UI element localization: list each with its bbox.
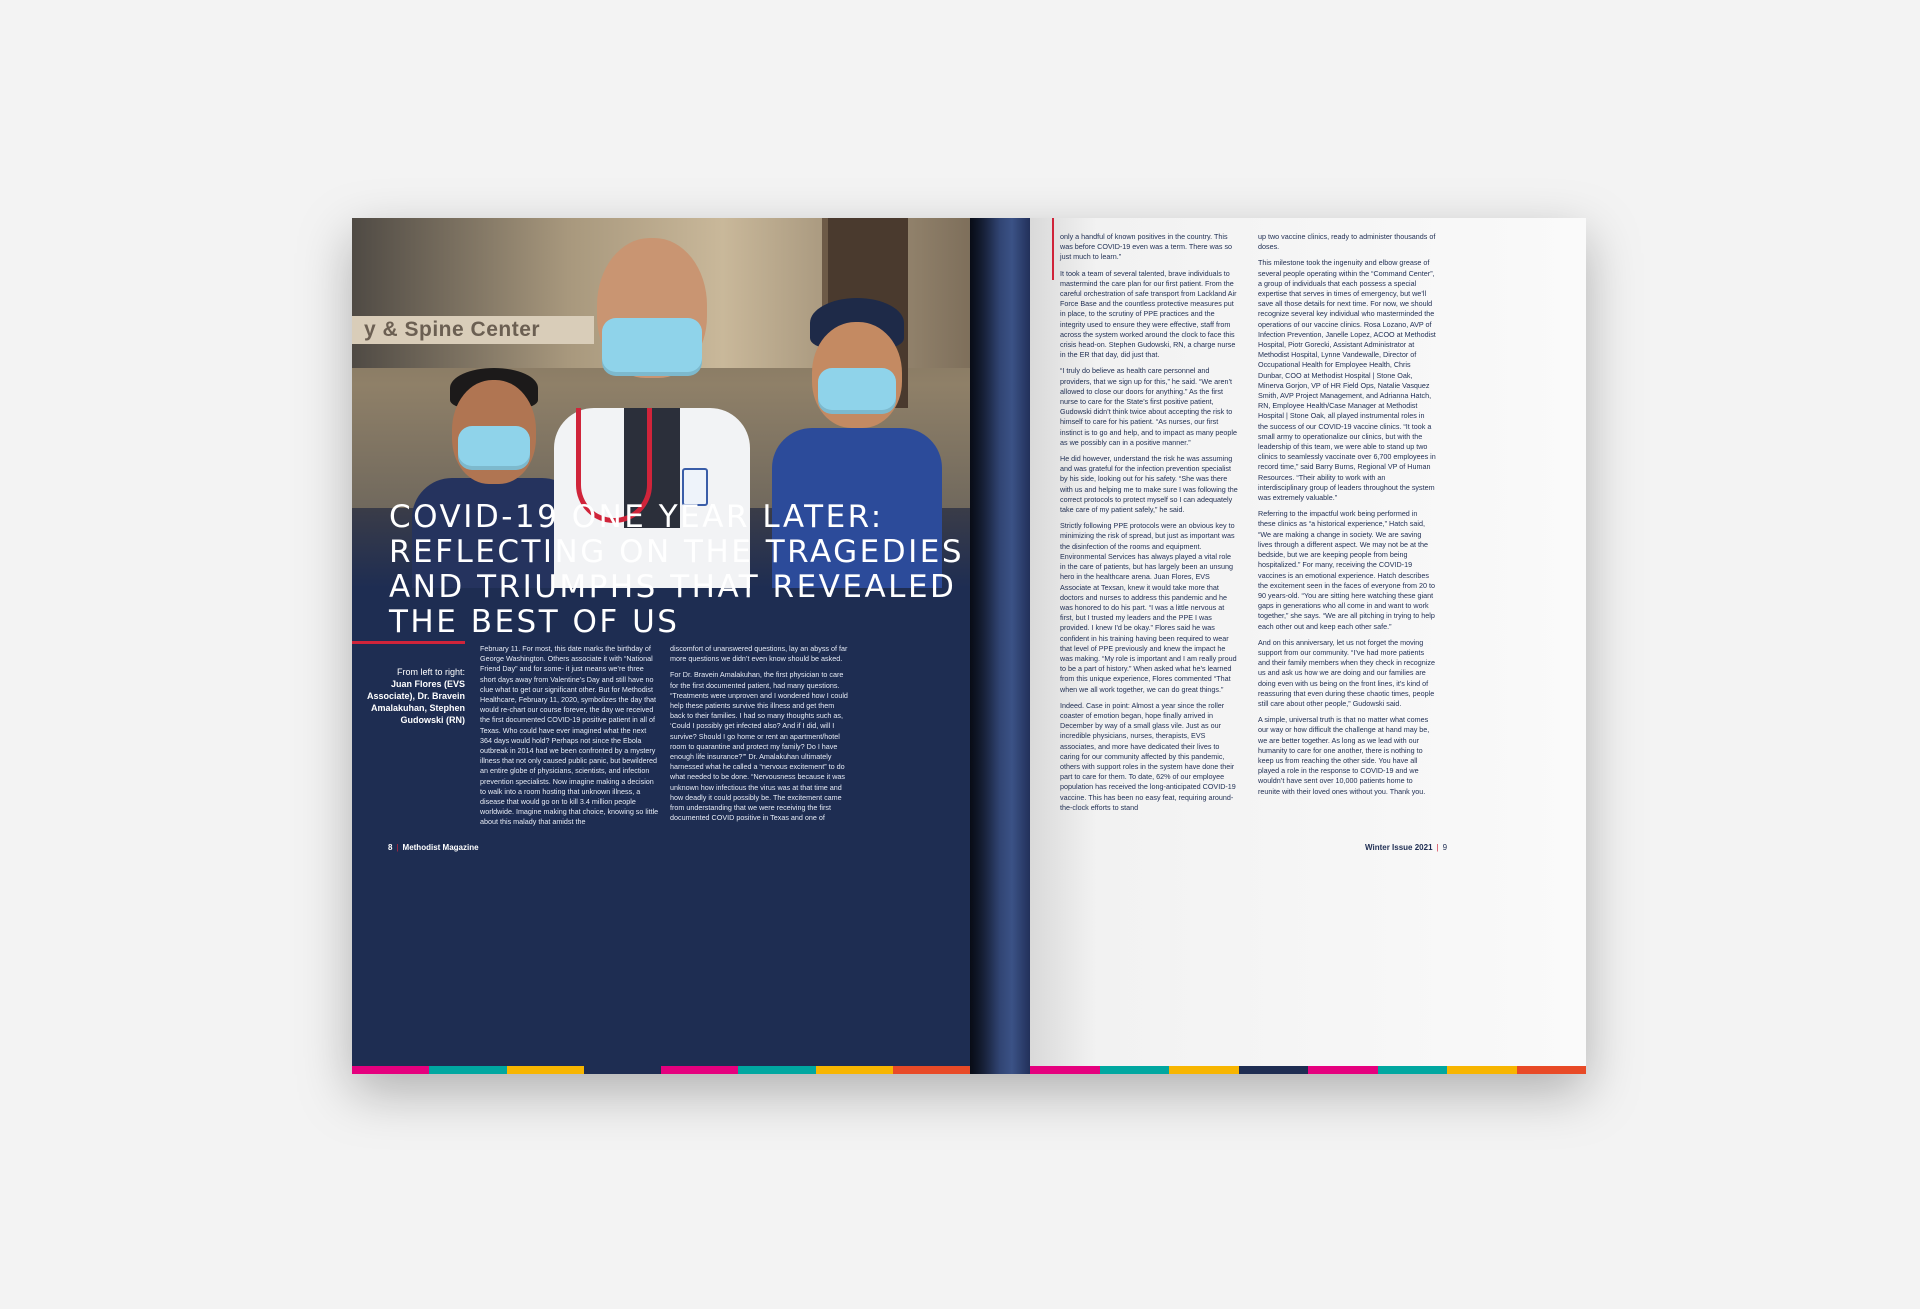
- stripe-segment: [584, 1066, 661, 1074]
- magazine-title: Methodist Magazine: [402, 843, 479, 852]
- stripe-segment: [738, 1066, 815, 1074]
- body-paragraph: For Dr. Bravein Amalakuhan, the first physician to care for the first documented patient, had many questions. “Treatments were unproven and I wondered how I could help these patients survive this illness and get them back to their families. I had so many thoughts such as, ‘Could I possibly get infected also? And if I did, will I survive? Should I go home or rent an apartment/hotel room to quarantine and protect my family? Do I have enough life insurance?’” Dr. Amalakuhan ultimately harnessed what he called a “nervous excitement” to do what needed to be done. “Nervousness because it was unknown how infectious the virus was at that time and how deadly it could possibly be. The excitement came from understanding that we were receiving the first documented COVID positive in Texas and one of: [670, 670, 848, 823]
- caption-lead: From left to right:: [396, 667, 465, 677]
- color-stripe-left: [352, 1066, 970, 1074]
- body-column-3: [1060, 232, 1238, 819]
- body-column-4: [1258, 232, 1436, 803]
- body-column-2: [670, 644, 850, 829]
- stripe-segment: [1308, 1066, 1378, 1074]
- red-divider: [352, 641, 465, 644]
- stripe-segment: [816, 1066, 893, 1074]
- stripe-segment: [352, 1066, 429, 1074]
- body-paragraph: February 11. For most, this date marks the birthday of George Washington. Others associate it with “National Friend Day” and for some- it just means we’re three short days away from Valentine’s Day and still have no clue what to get our significant other. But for Methodist Healthcare, February 11, 2020, symbolizes the day that would re-chart our course forever, the day we received the first documented COVID-19 positive patient in all of Texas. Who could have ever imagined what the next 364 days would hold? Perhaps not since the Ebola outbreak in 2014 had we been confronted by a mystery illness that not only caused public panic, but bewildered an entire globe of physicians, scientists, and infection prevention specialists. Now imagine making a decision to walk into a room hosting that unknown illness, a disease that would go on to kill 3.4 million people worldwide. Imagine making that choice, knowing so little about this malady that amidst the: [480, 644, 659, 827]
- folio-right: [1365, 843, 1447, 852]
- stripe-segment: [1030, 1066, 1100, 1074]
- page-number: 9: [1442, 843, 1448, 852]
- stripe-segment: [1169, 1066, 1239, 1074]
- body-paragraph: “I truly do believe as health care personnel and providers, that we sign up for this,” he said. “We aren’t allowed to close our doors for anything.” As the first nurse to care for the State’s first positive patient, Gudowski didn’t think twice about accepting the risk to himself to care for his patient. “As nurses, our first instinct is to go and help, and to impact as many people as we possibly can in a positive manner.”: [1060, 366, 1237, 447]
- headline-line: COVID-19 ONE YEAR LATER:: [389, 499, 884, 535]
- page-number: 8: [388, 843, 393, 852]
- stripe-segment: [893, 1066, 970, 1074]
- body-column-1: [480, 644, 660, 834]
- issue-title: Winter Issue 2021: [1365, 843, 1433, 852]
- body-paragraph: Indeed. Case in point: Almost a year since the roller coaster of emotion began, hope finally arrived in December by way of a small glass vile. Just as our incredible physicians, nurses, therapists, EVS associates, and more have dedicated their lives to caring for our community affected by this pandemic, others with support roles in the system have done their part to care for them. To date, 62% of our employee population has received the long-anticipated COVID-19 vaccine. This has been no easy feat, requiring around-the-clock efforts to stand: [1060, 700, 1236, 812]
- gutter-shadow: [970, 218, 1000, 1074]
- headline-line: AND TRIUMPHS THAT REVEALED: [389, 569, 957, 605]
- photo-caption: [362, 666, 465, 726]
- stripe-segment: [429, 1066, 506, 1074]
- body-paragraph: up two vaccine clinics, ready to administer thousands of doses.: [1258, 232, 1436, 252]
- body-paragraph: discomfort of unanswered questions, lay an abyss of far more questions we didn’t even know should be asked.: [670, 644, 848, 664]
- body-paragraph: Referring to the impactful work being performed in these clinics as “a historical experience,” Hatch said, “We are making a change in society. We are saving lives through a different aspect. We may not be at the bedside, but we are keeping people from being hospitalized.” For many, receiving the COVID-19 vaccines is an emotional experience. Hatch describes the excitement seen in the faces of everyone from 20 to 90 years-old. “You are sitting here watching these giant gaps in generations who all come in and want to work together,” she says. “We are all pitching in trying to help each other out and keep each other safe.”: [1258, 509, 1435, 631]
- stripe-segment: [1239, 1066, 1309, 1074]
- folio-left: [388, 843, 479, 852]
- stripe-segment: [1447, 1066, 1517, 1074]
- headline-line: REFLECTING ON THE TRAGEDIES: [389, 534, 965, 570]
- stripe-segment: [1378, 1066, 1448, 1074]
- caption-names: Juan Flores (EVS Associate), Dr. Bravein Amalakuhan, Stephen Gudowski (RN): [366, 679, 465, 725]
- photo-wall-sign: y & Spine Center: [352, 316, 594, 344]
- stripe-segment: [1100, 1066, 1170, 1074]
- left-page: [352, 218, 970, 1074]
- body-paragraph: This milestone took the ingenuity and elbow grease of several people operating within the “Command Center”, a group of individuals that each possess a special expertise that serves in times of emergency, but we’ll save all those details for next time. For now, we should recognize several key individual who masterminded the operations of our vaccine clinics. Rosa Lozano, AVP of Infection Prevention, Janelle Lopez, ACOO at Methodist Hospital, Piotr Gorecki, Assistant Administrator at Methodist Hospital, Lynne Vandewalle, Director of Occupational Health for Employee Health, Chris Dunbar, COO at Methodist Hospital | Stone Oak, Minerva Gorjon, VP of HR Field Ops, Natalie Vasquez Smith, AVP Project Management, and Adrianna Hatch, RN, Employee Health/Case Manager at Methodist Hospital | Stone Oak, all played instrumental roles in the success of our COVID-19 vaccine clinics. “It took a small army to operationalize our clinics, but with the leadership of this team, we were able to stand up two clinics to seamlessly vaccinate over 6,700 employees in record time,” said Barry Burns, Regional VP of Human Resources. “Their ability to work with an interdisciplinary group of leaders throughout the system was extremely valuable.”: [1258, 258, 1436, 503]
- folio-separator: |: [1436, 843, 1439, 852]
- body-paragraph: It took a team of several talented, brave individuals to mastermind the care plan for our first patient. From the careful orchestration of safe transport from Lackland Air Force Base and the countless protective measures put in place, to the scrutiny of PPE practices and the integrity used to ensure they were effective, staff from across the system worked around the clock to face this crisis head-on. Stephen Gudowski, RN, a charge nurse in the ER that day, did just that.: [1060, 268, 1237, 360]
- body-paragraph: A simple, universal truth is that no matter what comes our way or how difficult the challenge at hand may be, we are better together. As long as we lead with our humanity to care for one another, there is nothing to keep us from reaching the other side. You have all played a role in the response to COVID-19 and we wouldn’t have sent over 10,000 patients home to reunite with their loved ones without you. Thank you.: [1258, 715, 1430, 796]
- stripe-segment: [1517, 1066, 1587, 1074]
- color-stripe-right: [1030, 1066, 1586, 1074]
- article-headline: [389, 499, 965, 640]
- stripe-segment: [661, 1066, 738, 1074]
- headline-line: THE BEST OF US: [389, 604, 680, 640]
- magazine-spread: [352, 218, 1586, 1074]
- body-paragraph: Strictly following PPE protocols were an obvious key to minimizing the risk of spread, but just as important was the disinfection of the rooms and equipment. Environmental Services has always played a vital role in the care of patients, but has largely been an unsung hero in the healthcare arena. Juan Flores, EVS Associate at Texsan, knew it would take more that doctors and nurses to address this pandemic and he was honored to do his part. “I was a little nervous at first, but I trusted my leaders and the PPE I was provided. I knew I’d be okay.” Flores said he was confident in his training having been required to wear that level of PPE previously and knew the impact he was making. “My role is important and I am really proud to be a part of history.” When asked what he’s learned from this unique experience, Flores commented “That when we all work together, we can do great things.”: [1060, 521, 1237, 694]
- body-paragraph: only a handful of known positives in the country. This was before COVID-19 even was a term. There was so just much to learn.”: [1060, 232, 1233, 262]
- red-accent-line: [1052, 218, 1054, 280]
- stripe-segment: [507, 1066, 584, 1074]
- right-page: [970, 218, 1586, 1074]
- body-paragraph: And on this anniversary, let us not forget the moving support from our community. “I’ve had more patients and their family members when they check in recognize us and ask us how we are doing and our families are doing even with us being on the front lines, it’s kind of reassuring that even during these chaotic times, people still care about other people,” Gudowski said.: [1258, 637, 1435, 708]
- folio-separator: |: [396, 843, 399, 852]
- body-paragraph: He did however, understand the risk he was assuming and was grateful for the infection prevention specialist by his side, looking out for his safety. “She was there with us and helping me to make sure I was following the correct protocols to protect myself so I can adequately take care of my patient safely,” he said.: [1060, 454, 1238, 515]
